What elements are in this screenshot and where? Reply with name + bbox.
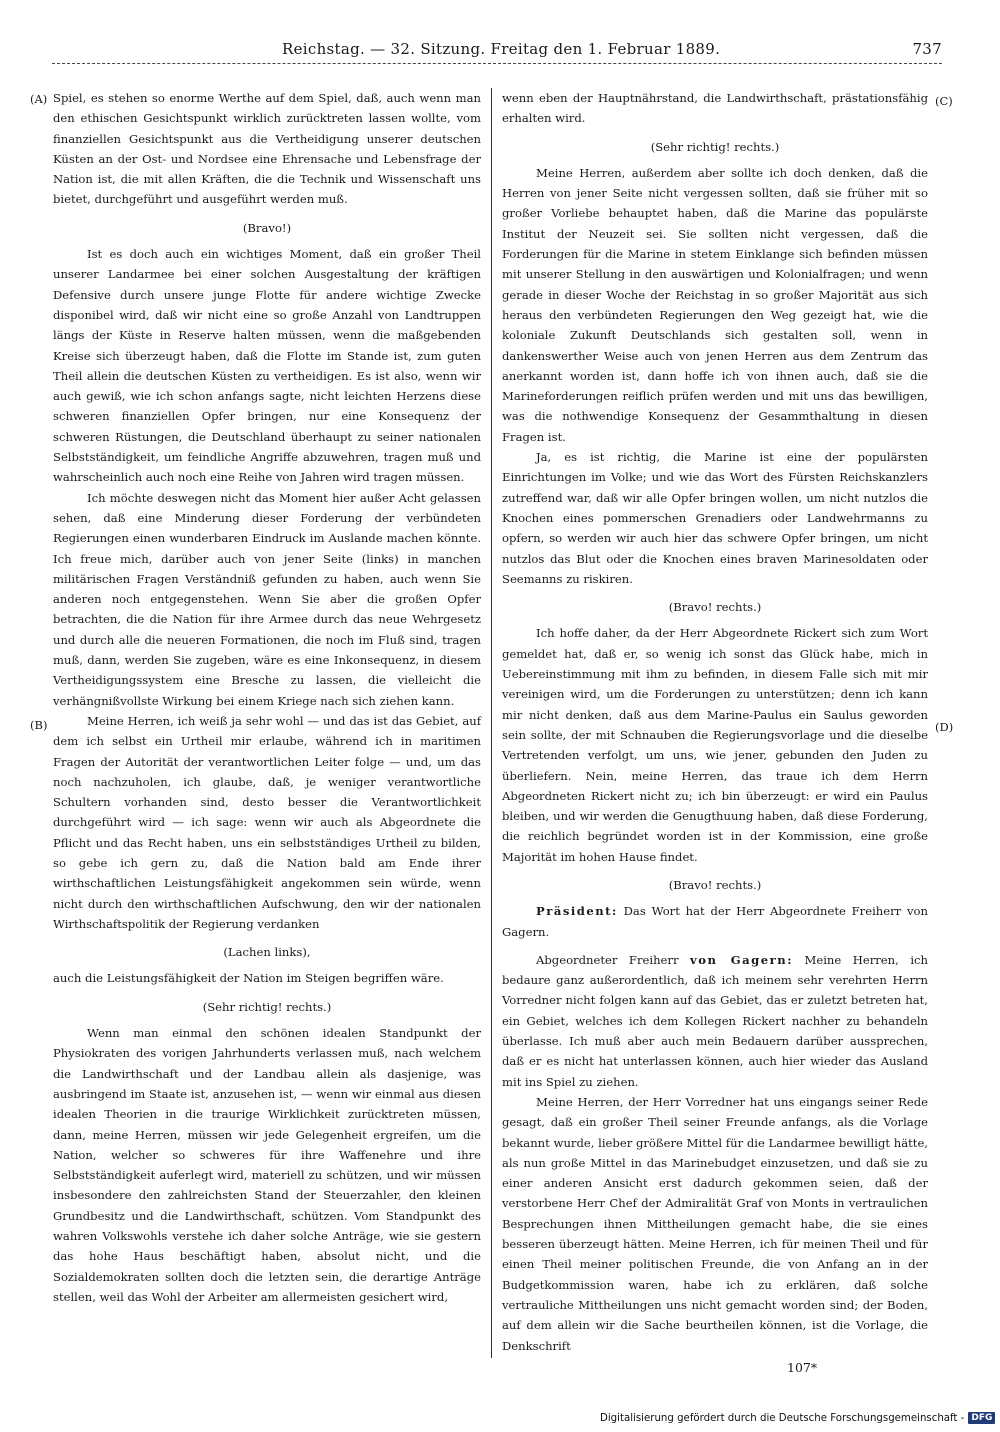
interjection: (Bravo! rechts.): [668, 600, 762, 615]
interjection: (Sehr richtig! rechts.): [650, 139, 780, 154]
interjection: (Lachen links),: [223, 945, 311, 960]
right-column: [502, 88, 928, 1356]
footer-text: Digitalisierung gefördert durch die Deutsche Forschungsgemeinschaft -: [600, 1412, 965, 1424]
speaker-name: von Gagern:: [690, 952, 793, 967]
page-header-title: Reichstag. — 32. Sitzung. Freitag den 1. Februar 1889.: [282, 40, 721, 58]
column-divider: [491, 88, 492, 1358]
interjection: (Bravo!): [242, 220, 292, 235]
paragraph: Ich möchte deswegen nicht das Moment hier außer Acht gelassen sehen, daß eine Minderung dieser Forderung der verbündeten Regierungen einen wunderbaren Eindruck im Auslande machen könnte. Ich freue mich, darüber auch von jener Seite (links) in manchen militärischen Fragen Verständniß gefunden zu haben, auch wenn Sie anderen noch entgegenstehen. Wenn Sie aber die großen Opfer betrachten, die die Nation für ihre Armee durch das neue Wehrgesetz und durch alle die neueren Formationen, die noch im Fluß sind, tragen muß, dann, werden Sie zugeben, wäre es eine Inkonsequenz, in diesem Vertheidigungssystem eine Bresche zu lassen, die vielleicht die verhängnißvollste Wirkung bei einem Kriege nach sich ziehen kann.: [53, 490, 481, 708]
speaker-name: Präsident:: [536, 904, 618, 919]
paragraph: Wenn man einmal den schönen idealen Standpunkt der Physiokraten des vorigen Jahrhunderts verlassen muß, nach welchem die Landwirthschaft und der Landbau allein als dasjenige, was ausbringend im Staate ist, anzusehen ist, — wenn wir einmal aus diesen idealen Theorien in die traurige Wirklichkeit zurücktreten müssen, dann, meine Herren, müssen wir jede Gelegenheit ergreifen, um die Nation, welcher so schweres für ihre Waffenehre und ihre Selbstständigkeit auferlegt wird, materiell zu schützen, und wir müssen insbesondere den zahlreichsten Stand der Steuerzahler, den kleinen Grundbesitz und die Landwirthschaft, schützen. Vom Standpunkt des wahren Volkswohls verstehe ich daher solche Anträge, wie sie gestern das hohe Haus beschäftigt haben, absolut nicht, und die Sozialdemokraten sollten doch die letzten sein, die derartige Anträge stellen, weil das Wohl der Arbeiter am allermeisten gesichert wird,: [53, 1026, 481, 1304]
margin-mark-b: (B): [30, 718, 48, 732]
paragraph-gagern: [502, 950, 928, 1092]
interjection: (Sehr richtig! rechts.): [202, 999, 332, 1014]
paragraph: wenn eben der Hauptnährstand, die Landwirthschaft, prästationsfähig erhalten wird.: [502, 91, 928, 126]
footer-credit: [600, 1412, 995, 1424]
speech-text: Meine Herren, ich bedaure ganz außerordentlich, daß ich meinem sehr verehrten Herrn Vorredner nicht folgen kann auf das Gebiet, das er zuletzt betreten hat, ein Gebiet, welches ich dem Kollegen Rickert nachher zu behandeln überlasse. Ich muß aber auch mein Bedauern darüber aussprechen, daß er es nicht hat unterlassen können, auch hier wieder das Ausland mit ins Spiel zu ziehen.: [502, 952, 928, 1089]
paragraph: Ist es doch auch ein wichtiges Moment, daß ein großer Theil unserer Landarmee bei einer solchen Ausgestaltung der kräftigen Defensive durch unsere junge Flotte für andere wichtige Zwecke disponibel wird, daß wir nicht eine so große Anzahl von Landtruppen längs der Küste in Reserve halten müssen, wenn die maßgebenden Kreise sich überzeugt haben, daß die Flotte im Stande ist, zum guten Theil allein die deutschen Küsten zu vertheidigen. Es ist also, wenn wir auch gewiß, wie ich schon anfangs sagte, nicht leichten Herzens diese schweren finanziellen Opfer bringen, nur eine Konsequenz der schweren Rüstungen, die Deutschland überhaupt zu seiner nationalen Selbstständigkeit, um feindliche Angriffe abzuwehren, tragen muß und wahrscheinlich auch noch eine Reihe von Jahren wird tragen müssen.: [53, 247, 481, 485]
speech-text: Das Wort hat der Herr Abgeordnete Freiherr von Gagern.: [502, 904, 928, 939]
margin-mark-a: (A): [30, 92, 48, 106]
paragraph-president: [502, 901, 928, 942]
folio-signature: 107*: [787, 1360, 818, 1375]
paragraph: Meine Herren, der Herr Vorredner hat uns eingangs seiner Rede gesagt, daß ein großer Theil seiner Freunde anfangs, als die Vorlage bekannt wurde, lieber größere Mittel für die Landarmee bewilligt hätte, als nun große Mittel in das Marinebudget einzusetzen, und daß sie zu einer anderen Ansicht erst dadurch gekommen seien, daß der verstorbene Herr Chef der Admiralität Graf von Monts in vertraulichen Besprechungen ihnen Mittheilungen gemacht habe, die sie eines besseren überzeugt hätten. Meine Herren, ich für meinen Theil und für einen Theil meiner politischen Freunde, die von Anfang an in der Budgetkommission waren, habe ich zu erklären, daß solche vertrauliche Mittheilungen uns nicht gemacht worden sind; der Boden, auf dem allein wir die Sache beurtheilen können, ist die Vorlage, die Denkschrift: [502, 1094, 928, 1353]
running-head: [52, 34, 942, 66]
header-rule: [52, 63, 942, 64]
margin-mark-d: (D): [935, 720, 954, 734]
margin-mark-c: (C): [935, 94, 953, 108]
speaker-lead: Abgeordneter Freiherr: [536, 952, 690, 967]
paragraph: Ich hoffe daher, da der Herr Abgeordnete Rickert sich zum Wort gemeldet hat, daß er, so wenig ich sonst das Glück habe, mich in Uebereinstimmung mit ihm zu befinden, in diesem Falle sich mit mir vereinigen wird, um die Forderungen zu unterstützen; denn ich kann mir nicht denken, daß aus dem Marine-Paulus ein Saulus geworden sein sollte, der mit Schnauben die Regierungsvorlage und die dieselbe Vertretenden verfolgt, um uns, wie jener, gebunden den Juden zu überliefern. Nein, meine Herren, das traue ich dem Herrn Abgeordneten Rickert nicht zu; ich bin überzeugt: er wird ein Paulus bleiben, und wir werden die Genugthuung haben, daß diese Forderung, die reichlich begründet worden ist in der Kommission, eine große Majorität im hohen Hause findet.: [502, 626, 928, 864]
page-number: 737: [912, 40, 942, 58]
paragraph: Meine Herren, außerdem aber sollte ich doch denken, daß die Herren von jener Seite nicht vergessen sollten, daß sie früher mit so großer Vorliebe behauptet haben, daß die Marine das populärste Institut der Neuzeit sei. Sie sollten nicht vergessen, daß die Forderungen für die Marine in stetem Einklange sich befinden müssen mit unserer Stellung in den auswärtigen und Kolonialfragen; und wenn gerade in dieser Woche der Reichstag in so großer Majorität aus sich heraus den verbündeten Regierungen den Weg gezeigt hat, wie die koloniale Zukunft Deutschlands sich gestalten soll, wenn in dankenswerther Weise auch von jenen Herren aus dem Zentrum das anerkannt worden ist, dann hoffe ich von ihnen auch, daß sie die Marineforderungen reiflich prüfen werden und mit uns das bewilligen, was die nothwendige Konsequenz der Gesammthaltung in diesen Fragen ist.: [502, 165, 928, 444]
paragraph: Spiel, es stehen so enorme Werthe auf dem Spiel, daß, auch wenn man den ethischen Gesichtspunkt wirklich zurücktreten lassen wollte, vom finanziellen Gesichtspunkt aus die Vertheidigung unserer deutschen Küsten an der Ost- und Nordsee eine Ehrensache und Lebensfrage der Nation ist, die mit allen Kräften, die die Technik und Wissenschaft uns bietet, durchgeführt und ausgeführt werden muß.: [53, 91, 481, 207]
dfg-logo-icon: DFG: [968, 1412, 995, 1424]
left-column: [53, 88, 481, 1356]
paragraph: auch die Leistungsfähigkeit der Nation im Steigen begriffen wäre.: [53, 971, 444, 986]
interjection: (Bravo! rechts.): [668, 877, 762, 892]
paragraph: Meine Herren, ich weiß ja sehr wohl — und das ist das Gebiet, auf dem ich selbst ein Urtheil mir erlaube, während ich in maritimen Fragen der Autorität der verantwortlichen Leiter folge — und, um das noch nachzuholen, ich glaube, daß, je weniger verantwortliche Schultern vorhanden sind, desto besser die Verantwortlichkeit durchgeführt wird — ich sage: wenn wir auch als Abgeordnete die Pflicht und das Recht haben, uns ein selbstständiges Urtheil zu bilden, so gebe ich gern zu, daß die Nation bald am Ende ihrer wirthschaftlichen Leistungsfähigkeit angekommen sein würde, wenn nicht durch den wirthschaftlichen Aufschwung, den wir der nationalen Wirthschaftspolitik der Regierung verdanken: [53, 713, 481, 931]
paragraph: Ja, es ist richtig, die Marine ist eine der populärsten Einrichtungen im Volke; und wie das Wort des Fürsten Reichskanzlers zutreffend war, daß wir alle Opfer bringen wollen, um nicht nutzlos die Knochen eines pommerschen Grenadiers oder Landwehrmanns zu opfern, so werden wir auch hier das schwere Opfer bringen, um nicht nutzlos das Blut oder die Knochen eines braven Marinesoldaten oder Seemanns zu riskiren.: [502, 450, 928, 586]
